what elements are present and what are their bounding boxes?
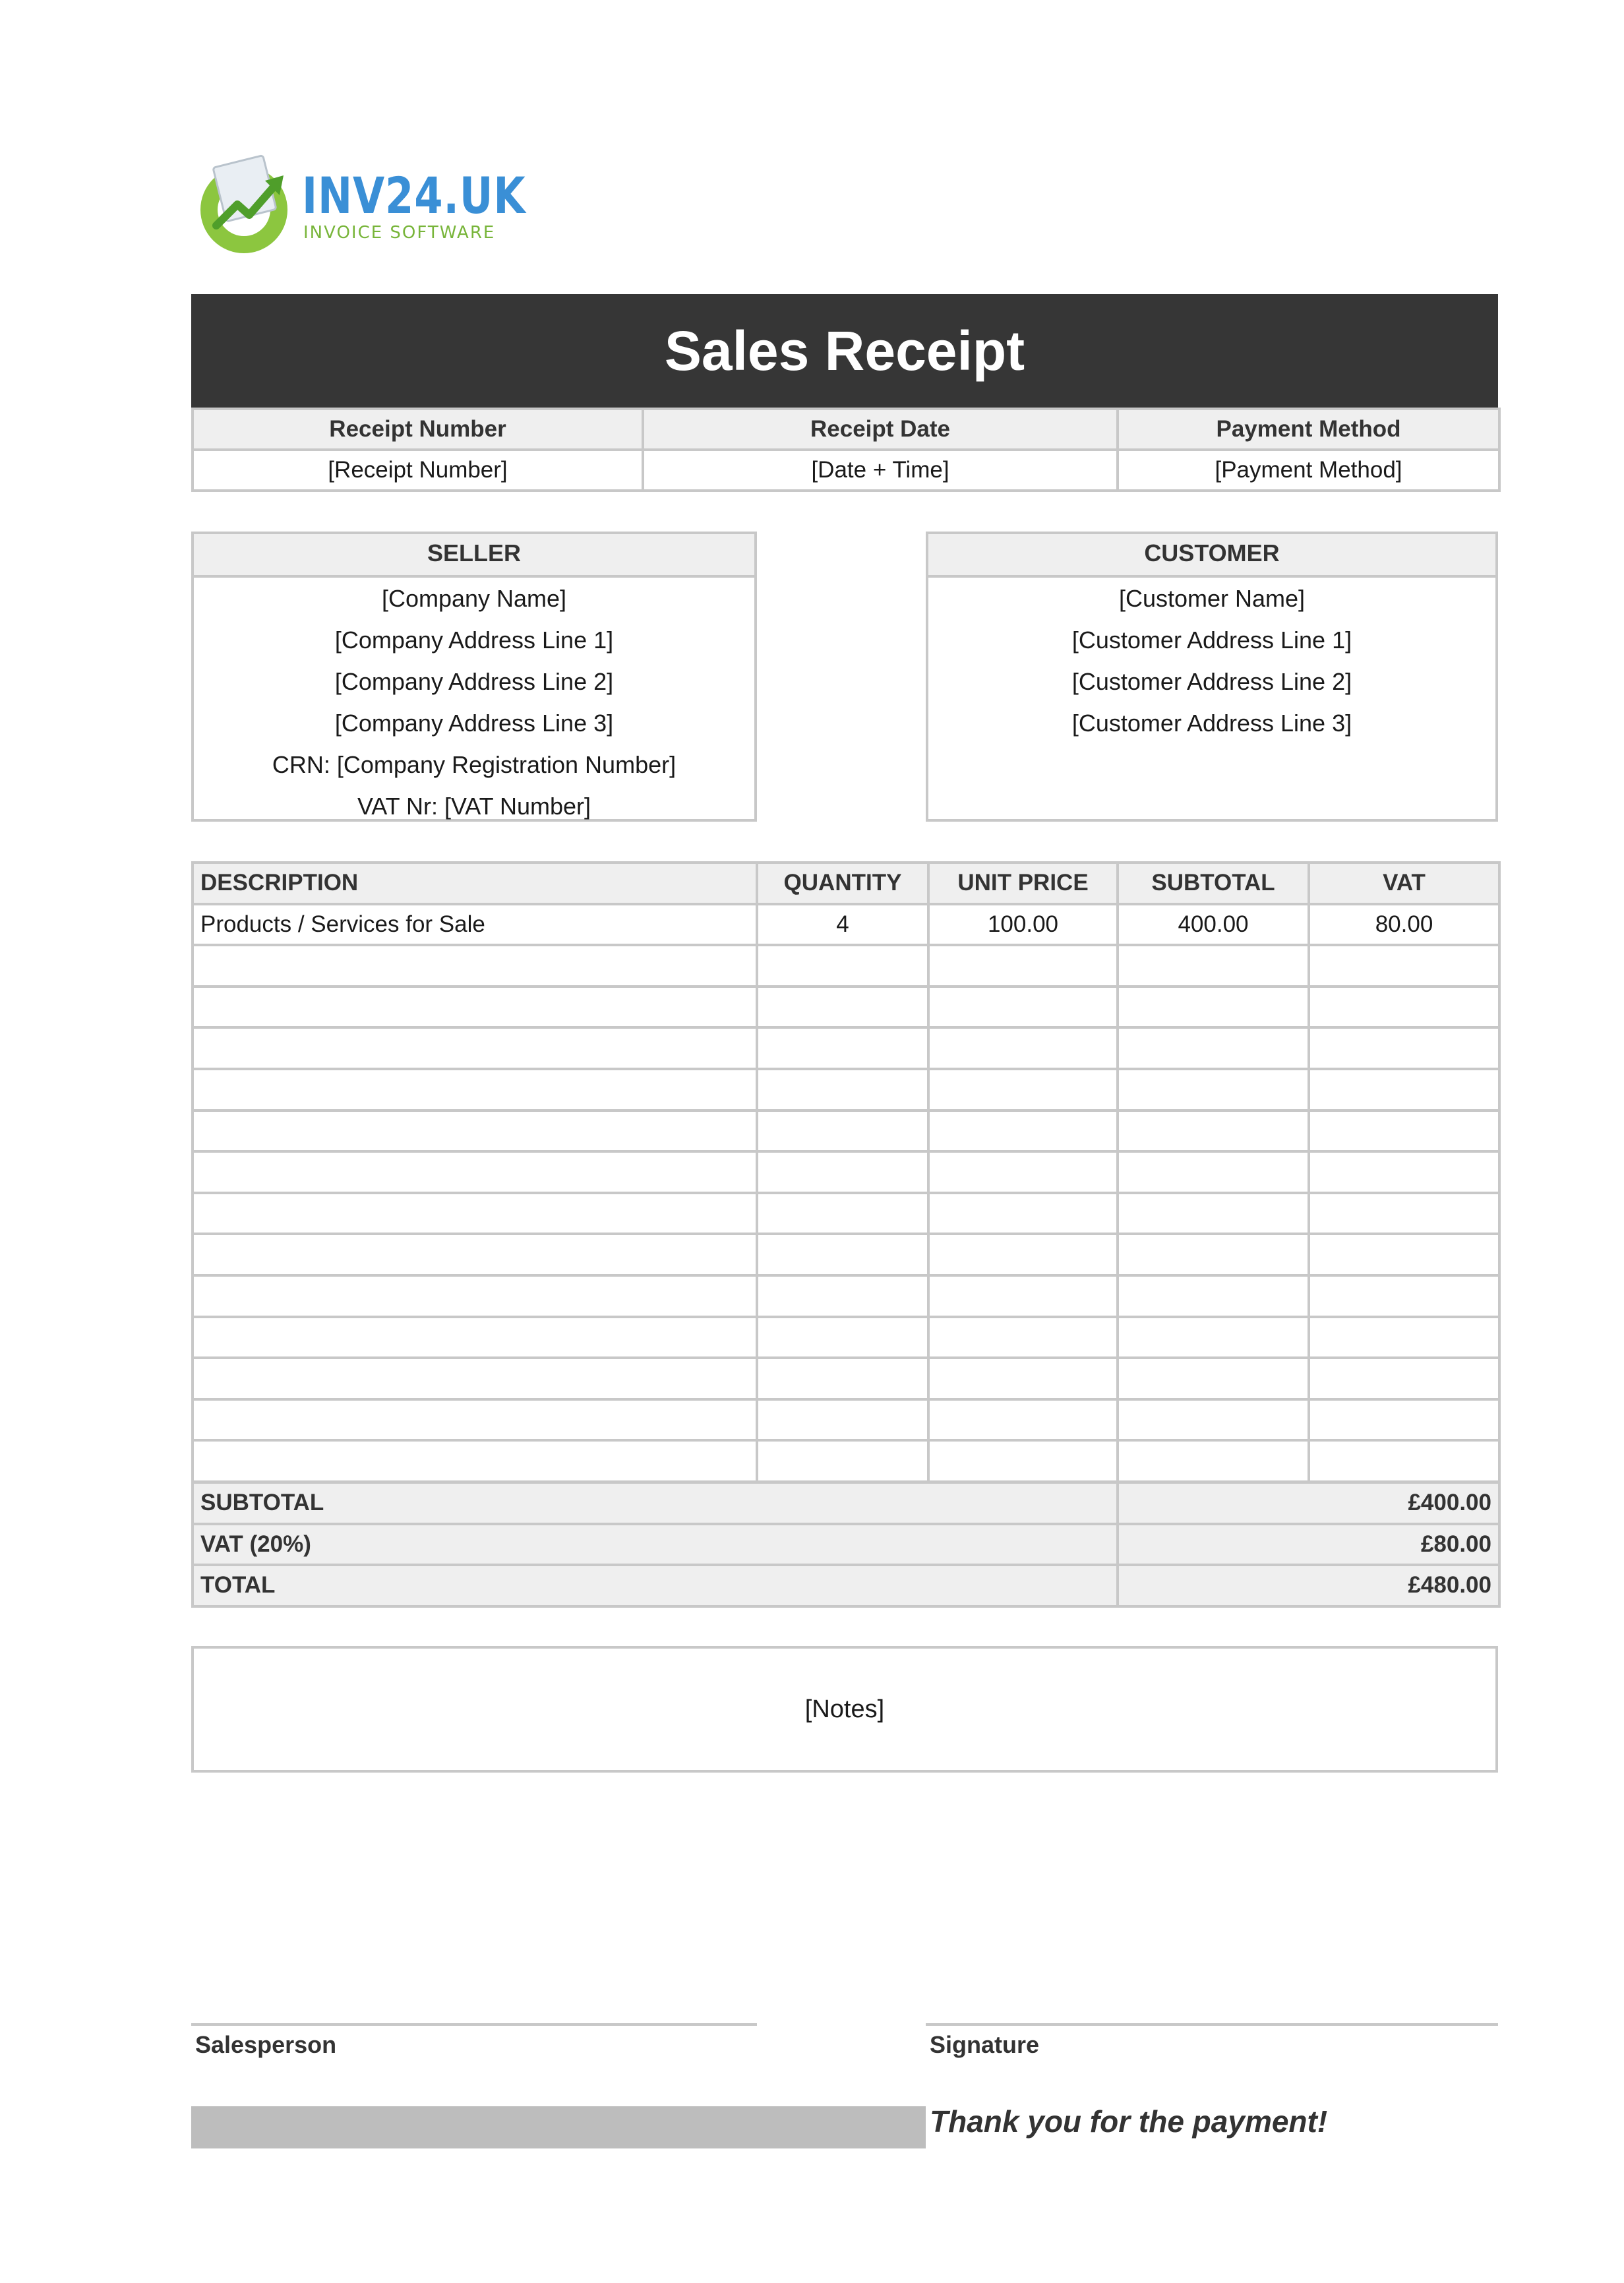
empty-cell[interactable]: [757, 1440, 928, 1482]
logo-emblem-icon: [191, 152, 297, 257]
customer-heading: CUSTOMER: [928, 534, 1495, 578]
items-header-row: [193, 863, 1499, 904]
empty-cell[interactable]: [928, 1111, 1118, 1152]
empty-cell[interactable]: [757, 1151, 928, 1193]
empty-cell[interactable]: [928, 1317, 1118, 1358]
quantity-header: QUANTITY: [757, 863, 928, 904]
empty-cell[interactable]: [928, 1275, 1118, 1317]
empty-cell[interactable]: [757, 1234, 928, 1275]
empty-cell[interactable]: [193, 1151, 757, 1193]
total-row: [193, 1565, 1499, 1606]
empty-cell: [1118, 1069, 1309, 1111]
empty-cell[interactable]: [757, 1399, 928, 1441]
vat-header: VAT: [1309, 863, 1499, 904]
empty-cell[interactable]: [193, 1234, 757, 1275]
customer-name[interactable]: [Customer Name]: [1118, 585, 1306, 612]
customer-box: [926, 532, 1498, 822]
empty-cell[interactable]: [757, 1317, 928, 1358]
empty-cell: [1309, 1440, 1499, 1482]
subtotal-value: £400.00: [1118, 1482, 1499, 1524]
table-row: [193, 1069, 1499, 1111]
empty-cell[interactable]: [193, 945, 757, 987]
seller-company-name[interactable]: [Company Name]: [381, 585, 567, 612]
empty-cell[interactable]: [757, 987, 928, 1028]
receipt-meta-table: [191, 408, 1501, 492]
vat-row: [193, 1524, 1499, 1566]
table-row: [193, 987, 1499, 1028]
empty-cell[interactable]: [928, 945, 1118, 987]
table-row: [193, 1317, 1499, 1358]
subtotal-row: [193, 1482, 1499, 1524]
empty-cell[interactable]: [928, 987, 1118, 1028]
receipt-number-value[interactable]: [Receipt Number]: [193, 450, 643, 491]
empty-cell[interactable]: [757, 1111, 928, 1152]
empty-cell[interactable]: [757, 1027, 928, 1069]
empty-cell: [1118, 1275, 1309, 1317]
receipt-date-value[interactable]: [Date + Time]: [643, 450, 1118, 491]
empty-cell[interactable]: [193, 987, 757, 1028]
empty-cell: [1118, 1151, 1309, 1193]
empty-cell: [1309, 1358, 1499, 1399]
item-unit-price[interactable]: 100.00: [928, 904, 1118, 946]
table-row: [193, 1440, 1499, 1482]
empty-cell: [1118, 1399, 1309, 1441]
table-row: [193, 1234, 1499, 1275]
table-row: [193, 1275, 1499, 1317]
signature-label: Signature: [930, 2031, 1040, 2058]
vat-value: £80.00: [1118, 1524, 1499, 1566]
empty-cell: [1309, 1151, 1499, 1193]
empty-cell[interactable]: [928, 1399, 1118, 1441]
empty-cell[interactable]: [928, 1193, 1118, 1234]
item-vat: 80.00: [1309, 904, 1499, 946]
table-row: [193, 1027, 1499, 1069]
description-header: DESCRIPTION: [193, 863, 757, 904]
empty-cell: [1309, 1317, 1499, 1358]
subtotal-label: SUBTOTAL: [193, 1482, 1118, 1524]
empty-cell: [1309, 987, 1499, 1028]
thank-you-message: Thank you for the payment!: [930, 2104, 1328, 2139]
empty-cell: [1309, 945, 1499, 987]
seller-crn[interactable]: CRN: [Company Registration Number]: [272, 751, 677, 778]
item-subtotal: 400.00: [1118, 904, 1309, 946]
empty-cell[interactable]: [757, 1069, 928, 1111]
table-row: [193, 945, 1499, 987]
table-row: [193, 1111, 1499, 1152]
empty-cell[interactable]: [193, 1317, 757, 1358]
total-label: TOTAL: [193, 1565, 1118, 1606]
table-row: [193, 1151, 1499, 1193]
empty-cell[interactable]: [928, 1234, 1118, 1275]
table-row: [193, 904, 1499, 946]
empty-cell[interactable]: [193, 1440, 757, 1482]
empty-cell[interactable]: [928, 1069, 1118, 1111]
item-description[interactable]: Products / Services for Sale: [193, 904, 757, 946]
empty-cell[interactable]: [193, 1193, 757, 1234]
customer-address-line-1[interactable]: [Customer Address Line 1]: [1071, 626, 1352, 654]
empty-cell: [1309, 1111, 1499, 1152]
empty-cell[interactable]: [193, 1111, 757, 1152]
empty-cell[interactable]: [193, 1027, 757, 1069]
meta-value-row: [193, 450, 1499, 491]
table-row: [193, 1193, 1499, 1234]
table-row: [193, 1358, 1499, 1399]
empty-cell[interactable]: [193, 1399, 757, 1441]
seller-address-line-2[interactable]: [Company Address Line 2]: [334, 668, 614, 695]
salesperson-line: [191, 2023, 757, 2026]
seller-address-line-1[interactable]: [Company Address Line 1]: [334, 626, 614, 654]
empty-cell: [1118, 1358, 1309, 1399]
empty-cell[interactable]: [757, 945, 928, 987]
empty-cell: [1309, 1275, 1499, 1317]
company-logo: [191, 152, 526, 257]
empty-cell[interactable]: [928, 1358, 1118, 1399]
totals-table: [191, 1481, 1501, 1608]
item-quantity[interactable]: 4: [757, 904, 928, 946]
unit-price-header: UNIT PRICE: [928, 863, 1118, 904]
empty-cell: [1118, 1317, 1309, 1358]
empty-cell[interactable]: [193, 1069, 757, 1111]
salesperson-label: Salesperson: [195, 2031, 337, 2058]
vat-label: VAT (20%): [193, 1524, 1118, 1566]
empty-cell: [1118, 1193, 1309, 1234]
logo-tagline: INVOICE SOFTWARE: [303, 223, 496, 243]
seller-heading: SELLER: [194, 534, 754, 578]
notes-box[interactable]: [Notes]: [191, 1646, 1498, 1773]
footer-bar: [191, 2106, 926, 2148]
empty-cell: [1118, 1111, 1309, 1152]
receipt-number-header: Receipt Number: [193, 409, 643, 450]
meta-header-row: [193, 409, 1499, 450]
signature-line: [926, 2023, 1498, 2026]
seller-address-line-3[interactable]: [Company Address Line 3]: [334, 710, 614, 737]
empty-cell[interactable]: [757, 1358, 928, 1399]
empty-cell: [1118, 1440, 1309, 1482]
seller-vat-number[interactable]: VAT Nr: [VAT Number]: [357, 793, 591, 820]
empty-cell: [1118, 1234, 1309, 1275]
empty-cell: [1118, 1027, 1309, 1069]
logo-brand: INV24.UK: [302, 166, 526, 225]
empty-cell: [1309, 1234, 1499, 1275]
payment-method-value[interactable]: [Payment Method]: [1118, 450, 1499, 491]
customer-address-line-2[interactable]: [Customer Address Line 2]: [1071, 668, 1352, 695]
empty-cell[interactable]: [928, 1027, 1118, 1069]
page-title: Sales Receipt: [191, 294, 1498, 408]
empty-cell: [1309, 1193, 1499, 1234]
customer-address-line-3[interactable]: [Customer Address Line 3]: [1071, 710, 1352, 737]
empty-cell[interactable]: [757, 1275, 928, 1317]
seller-box: [191, 532, 757, 822]
empty-cell: [1309, 1069, 1499, 1111]
empty-cell[interactable]: [193, 1358, 757, 1399]
table-row: [193, 1399, 1499, 1441]
empty-cell: [1118, 945, 1309, 987]
empty-cell[interactable]: [928, 1151, 1118, 1193]
line-items-table: [191, 861, 1501, 1525]
receipt-date-header: Receipt Date: [643, 409, 1118, 450]
total-value: £480.00: [1118, 1565, 1499, 1606]
empty-cell[interactable]: [757, 1193, 928, 1234]
empty-cell: [1118, 987, 1309, 1028]
empty-cell: [1309, 1027, 1499, 1069]
subtotal-header: SUBTOTAL: [1118, 863, 1309, 904]
empty-cell[interactable]: [193, 1275, 757, 1317]
payment-method-header: Payment Method: [1118, 409, 1499, 450]
empty-cell: [1309, 1399, 1499, 1441]
empty-cell[interactable]: [928, 1440, 1118, 1482]
